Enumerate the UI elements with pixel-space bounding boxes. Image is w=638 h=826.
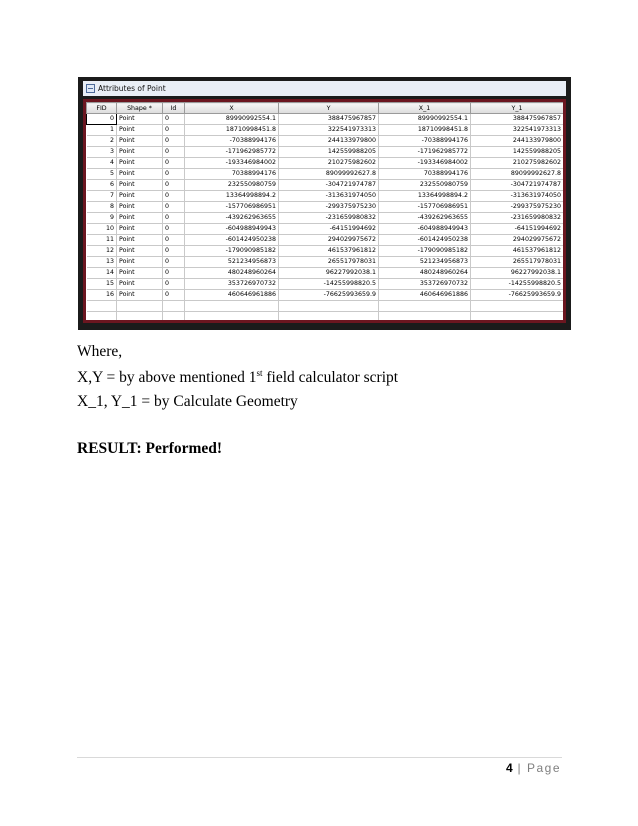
table-cell[interactable]: 2: [87, 136, 117, 147]
column-header[interactable]: Id: [163, 103, 185, 114]
window-titlebar: [83, 81, 566, 96]
table-cell[interactable]: -14255998820.5: [279, 279, 379, 290]
table-cell[interactable]: 0: [163, 158, 185, 169]
table-cell[interactable]: 0: [163, 268, 185, 279]
table-body: [87, 114, 564, 323]
table-cell[interactable]: 96227992038.1: [471, 268, 564, 279]
table-cell[interactable]: 521234956873: [379, 257, 471, 268]
table-cell[interactable]: 294029975672: [279, 235, 379, 246]
table-cell[interactable]: Point: [117, 114, 163, 125]
table-cell[interactable]: 18710998451.8: [379, 125, 471, 136]
table-cell[interactable]: 265517978031: [471, 257, 564, 268]
table-cell[interactable]: 0: [163, 290, 185, 301]
table-cell[interactable]: -157706986951: [185, 202, 279, 213]
table-cell[interactable]: 12: [87, 246, 117, 257]
table-cell[interactable]: 265517978031: [279, 257, 379, 268]
table-cell[interactable]: 89099992627.8: [471, 169, 564, 180]
table-cell[interactable]: 11: [87, 235, 117, 246]
table-row[interactable]: [87, 202, 564, 213]
table-cell[interactable]: 322541973313: [471, 125, 564, 136]
table-row[interactable]: [87, 235, 564, 246]
table-cell[interactable]: 0: [163, 136, 185, 147]
table-cell[interactable]: 460646961886: [185, 290, 279, 301]
empty-cell: [185, 312, 279, 323]
table-cell[interactable]: Point: [117, 158, 163, 169]
table-cell[interactable]: 0: [163, 213, 185, 224]
ordinal-suffix: st: [256, 368, 263, 378]
page-label: Page: [526, 761, 561, 775]
table-cell[interactable]: -179090985182: [379, 246, 471, 257]
empty-row: [87, 312, 564, 323]
column-header[interactable]: X: [185, 103, 279, 114]
table-cell[interactable]: Point: [117, 224, 163, 235]
empty-cell: [279, 301, 379, 312]
table-cell[interactable]: Point: [117, 180, 163, 191]
table-cell[interactable]: 0: [163, 125, 185, 136]
x1y1-description: X_1, Y_1 = by Calculate Geometry: [77, 393, 298, 410]
table-cell[interactable]: -604988949943: [379, 224, 471, 235]
table-cell[interactable]: 388475967857: [471, 114, 564, 125]
table-row[interactable]: [87, 125, 564, 136]
table-cell[interactable]: -601424950238: [185, 235, 279, 246]
empty-cell: [379, 312, 471, 323]
table-cell[interactable]: -304721974787: [471, 180, 564, 191]
table-cell[interactable]: Point: [117, 125, 163, 136]
table-row[interactable]: [87, 279, 564, 290]
attribute-table: [86, 102, 564, 323]
table-cell[interactable]: 6: [87, 180, 117, 191]
table-cell[interactable]: -313631974050: [279, 191, 379, 202]
column-header[interactable]: Shape *: [117, 103, 163, 114]
table-header-row: [87, 103, 564, 114]
attribute-grid[interactable]: [83, 99, 566, 323]
table-cell[interactable]: Point: [117, 268, 163, 279]
table-cell[interactable]: -14255998820.5: [471, 279, 564, 290]
table-cell[interactable]: 0: [163, 202, 185, 213]
table-row[interactable]: [87, 246, 564, 257]
table-cell[interactable]: -171962985772: [379, 147, 471, 158]
table-cell[interactable]: 13: [87, 257, 117, 268]
table-row[interactable]: [87, 169, 564, 180]
empty-cell: [87, 312, 117, 323]
table-row[interactable]: [87, 213, 564, 224]
table-icon: [86, 84, 95, 93]
table-cell[interactable]: -179090985182: [185, 246, 279, 257]
table-cell[interactable]: 15: [87, 279, 117, 290]
column-header[interactable]: Y: [279, 103, 379, 114]
table-row[interactable]: [87, 257, 564, 268]
table-cell[interactable]: -64151994692: [471, 224, 564, 235]
table-row[interactable]: [87, 180, 564, 191]
table-cell[interactable]: 322541973313: [279, 125, 379, 136]
column-header[interactable]: FID: [87, 103, 117, 114]
page-number: 4: [505, 761, 513, 775]
table-cell[interactable]: Point: [117, 213, 163, 224]
table-cell[interactable]: Point: [117, 279, 163, 290]
table-cell[interactable]: 244133979800: [279, 136, 379, 147]
result-line: RESULT: Performed!: [77, 440, 223, 457]
empty-cell: [379, 301, 471, 312]
table-cell[interactable]: 13364998894.2: [185, 191, 279, 202]
table-cell[interactable]: Point: [117, 191, 163, 202]
where-label: Where,: [77, 343, 123, 360]
table-cell[interactable]: 0: [163, 246, 185, 257]
table-cell[interactable]: Point: [117, 290, 163, 301]
table-cell[interactable]: 232550980759: [379, 180, 471, 191]
table-cell[interactable]: -601424950238: [379, 235, 471, 246]
table-cell[interactable]: 10: [87, 224, 117, 235]
table-cell[interactable]: -299375975230: [471, 202, 564, 213]
empty-cell: [471, 312, 564, 323]
table-cell[interactable]: 0: [87, 114, 117, 125]
table-cell[interactable]: 461537961812: [279, 246, 379, 257]
table-cell[interactable]: 13364998894.2: [379, 191, 471, 202]
table-row[interactable]: [87, 290, 564, 301]
empty-row: [87, 301, 564, 312]
table-cell[interactable]: 0: [163, 224, 185, 235]
table-cell[interactable]: 4: [87, 158, 117, 169]
xy-description-text: X,Y = by above mentioned 1: [77, 369, 257, 387]
table-cell[interactable]: Point: [117, 246, 163, 257]
table-cell[interactable]: 210275982602: [279, 158, 379, 169]
table-cell[interactable]: -157706986951: [379, 202, 471, 213]
table-cell[interactable]: 0: [163, 257, 185, 268]
table-cell[interactable]: 89990992554.1: [185, 114, 279, 125]
table-cell[interactable]: 18710998451.8: [185, 125, 279, 136]
table-cell[interactable]: 294029975672: [471, 235, 564, 246]
table-cell[interactable]: 9: [87, 213, 117, 224]
table-cell[interactable]: -64151994692: [279, 224, 379, 235]
table-cell[interactable]: -299375975230: [279, 202, 379, 213]
column-header[interactable]: X_1: [379, 103, 471, 114]
empty-cell: [163, 301, 185, 312]
table-cell[interactable]: 96227992038.1: [279, 268, 379, 279]
table-cell[interactable]: 480248960264: [379, 268, 471, 279]
table-cell[interactable]: -231659980832: [279, 213, 379, 224]
table-cell[interactable]: 232550980759: [185, 180, 279, 191]
empty-cell: [185, 301, 279, 312]
empty-cell: [117, 312, 163, 323]
table-cell[interactable]: 0: [163, 169, 185, 180]
table-cell[interactable]: 89099992627.8: [279, 169, 379, 180]
table-cell[interactable]: Point: [117, 169, 163, 180]
column-header[interactable]: Y_1: [471, 103, 564, 114]
table-cell[interactable]: 89990992554.1: [379, 114, 471, 125]
xy-description-tail: field calculator script: [262, 369, 399, 387]
table-row[interactable]: [87, 158, 564, 169]
table-cell[interactable]: 353726970732: [185, 279, 279, 290]
empty-cell: [87, 301, 117, 312]
table-cell[interactable]: 16: [87, 290, 117, 301]
table-cell[interactable]: 460646961886: [379, 290, 471, 301]
table-cell[interactable]: -193346984002: [185, 158, 279, 169]
table-cell[interactable]: 8: [87, 202, 117, 213]
table-cell[interactable]: 244133979800: [471, 136, 564, 147]
table-cell[interactable]: 0: [163, 147, 185, 158]
table-cell[interactable]: 0: [163, 191, 185, 202]
table-cell[interactable]: -304721974787: [279, 180, 379, 191]
page-footer: [506, 761, 561, 775]
attribute-table-window: [78, 77, 571, 330]
table-row[interactable]: [87, 114, 564, 125]
empty-cell: [471, 301, 564, 312]
table-cell[interactable]: 70388994176: [379, 169, 471, 180]
table-cell[interactable]: 0: [163, 114, 185, 125]
xy-description: [77, 368, 398, 387]
page-separator: |: [512, 761, 527, 775]
table-cell[interactable]: -171962985772: [185, 147, 279, 158]
table-cell[interactable]: -76625993659.9: [471, 290, 564, 301]
table-cell[interactable]: 1: [87, 125, 117, 136]
table-cell[interactable]: Point: [117, 202, 163, 213]
table-cell[interactable]: 0: [163, 180, 185, 191]
table-row[interactable]: [87, 191, 564, 202]
empty-cell: [279, 312, 379, 323]
table-cell[interactable]: 70388994176: [185, 169, 279, 180]
table-cell[interactable]: Point: [117, 235, 163, 246]
table-cell[interactable]: -313631974050: [471, 191, 564, 202]
table-row[interactable]: [87, 224, 564, 235]
window-title: Attributes of Point: [98, 84, 166, 93]
table-cell[interactable]: Point: [117, 136, 163, 147]
table-cell[interactable]: -604988949943: [185, 224, 279, 235]
table-cell[interactable]: -231659980832: [471, 213, 564, 224]
table-cell[interactable]: -70388994176: [379, 136, 471, 147]
table-row[interactable]: [87, 147, 564, 158]
table-cell[interactable]: 521234956873: [185, 257, 279, 268]
table-cell[interactable]: 461537961812: [471, 246, 564, 257]
table-cell[interactable]: 0: [163, 279, 185, 290]
table-cell[interactable]: -439262963655: [185, 213, 279, 224]
table-row[interactable]: [87, 268, 564, 279]
table-cell[interactable]: -76625993659.9: [279, 290, 379, 301]
table-cell[interactable]: 7: [87, 191, 117, 202]
footer-divider: [77, 757, 562, 758]
table-cell[interactable]: Point: [117, 257, 163, 268]
table-cell[interactable]: 353726970732: [379, 279, 471, 290]
table-cell[interactable]: 3: [87, 147, 117, 158]
empty-cell: [117, 301, 163, 312]
table-cell[interactable]: 0: [163, 235, 185, 246]
table-cell[interactable]: -193346984002: [379, 158, 471, 169]
table-cell[interactable]: 480248960264: [185, 268, 279, 279]
table-cell[interactable]: 5: [87, 169, 117, 180]
table-cell[interactable]: 142559988205: [279, 147, 379, 158]
table-cell[interactable]: -70388994176: [185, 136, 279, 147]
table-cell[interactable]: -439262963655: [379, 213, 471, 224]
table-cell[interactable]: 210275982602: [471, 158, 564, 169]
table-cell[interactable]: 142559988205: [471, 147, 564, 158]
empty-cell: [163, 312, 185, 323]
table-cell[interactable]: 388475967857: [279, 114, 379, 125]
table-cell[interactable]: 14: [87, 268, 117, 279]
table-row[interactable]: [87, 136, 564, 147]
table-cell[interactable]: Point: [117, 147, 163, 158]
